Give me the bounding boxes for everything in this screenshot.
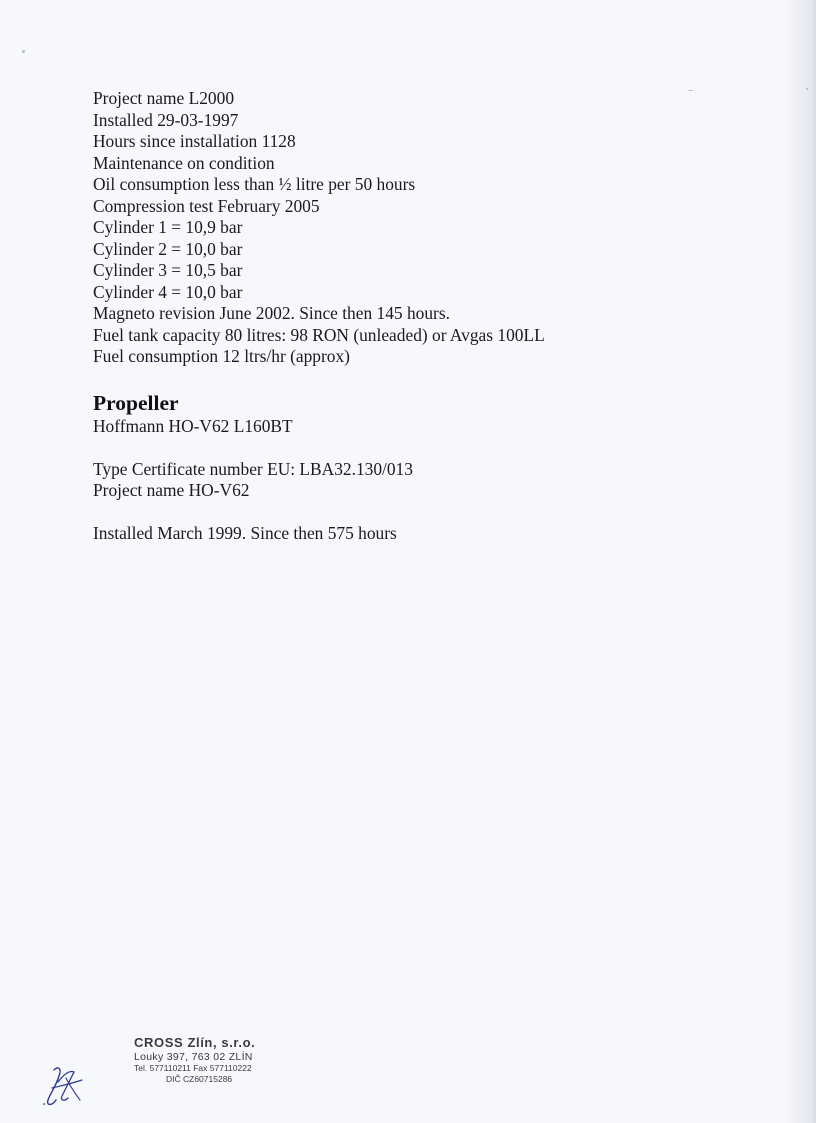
page-edge-shadow: [786, 0, 816, 1123]
stamp-address: Louky 397, 763 02 ZLÍN: [134, 1051, 253, 1063]
engine-line: Installed 29-03-1997: [93, 109, 239, 130]
propeller-installed: Installed March 1999. Since then 575 hours: [93, 523, 397, 543]
signature-icon: [40, 1060, 88, 1110]
engine-line: Oil consumption less than ½ litre per 50 hours: [93, 174, 416, 194]
propeller-heading: Propeller: [93, 390, 179, 415]
company-stamp: [134, 1035, 255, 1085]
propeller-model: Hoffmann HO-V62 L160BT: [93, 415, 293, 436]
scan-speck: [806, 88, 808, 90]
paragraph-gap: [93, 502, 743, 524]
stamp-company-name: CROSS Zlín, s.r.o.: [134, 1035, 256, 1050]
document-body: [93, 88, 743, 545]
paragraph-gap: [93, 437, 743, 459]
engine-line: Cylinder 4 = 10,0 bar: [93, 281, 243, 302]
engine-line: Compression test February 2005: [93, 195, 320, 216]
type-certificate: Type Certificate number EU: LBA32.130/013: [93, 458, 413, 479]
engine-details: [93, 88, 743, 368]
engine-line: Cylinder 3 = 10,5 bar: [93, 260, 243, 280]
engine-line: Fuel tank capacity 80 litres: 98 RON (unleaded) or Avgas 100LL: [93, 324, 545, 345]
propeller-project-name: Project name HO-V62: [93, 480, 250, 500]
engine-line: Project name L2000: [93, 88, 235, 108]
scan-speck: [22, 50, 25, 53]
stamp-tax-id: DIČ CZ60715286: [166, 1074, 233, 1084]
engine-line: Magneto revision June 2002. Since then 145 hours.: [93, 303, 450, 323]
stamp-phone-fax: Tel. 577110211 Fax 577110222: [134, 1063, 252, 1073]
engine-line: Cylinder 2 = 10,0 bar: [93, 238, 243, 259]
engine-line: Fuel consumption 12 ltrs/hr (approx): [93, 346, 350, 366]
engine-line: Hours since installation 1128: [93, 131, 296, 151]
engine-line: Cylinder 1 = 10,9 bar: [93, 217, 243, 237]
engine-line: Maintenance on condition: [93, 152, 275, 173]
